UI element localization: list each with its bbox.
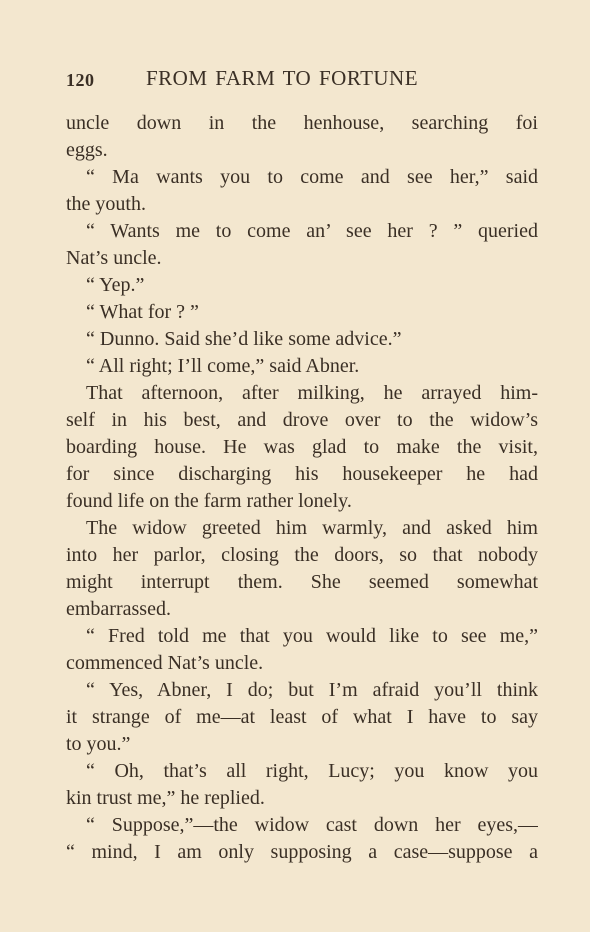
- page-number: 120: [66, 70, 95, 90]
- text-line: The widow greeted him warmly, and asked him: [86, 517, 538, 539]
- text-line: to you.”: [66, 733, 131, 755]
- text-line: “ All right; I’ll come,” said Abner.: [86, 355, 360, 377]
- text-line: commenced Nat’s uncle.: [66, 652, 264, 674]
- text-line: “ Yep.”: [86, 274, 145, 296]
- text-line: the youth.: [66, 193, 146, 215]
- text-line: might interrupt them. She seemed somewhat: [66, 571, 538, 593]
- text-line: “ Dunno. Said she’d like some advice.”: [86, 328, 402, 350]
- text-line: “ Oh, that’s all right, Lucy; you know you: [86, 760, 538, 782]
- text-line: kin trust me,” he replied.: [66, 787, 265, 809]
- text-line: “ Fred told me that you would like to see me,”: [86, 625, 538, 647]
- text-line: “ mind, I am only supposing a case—suppose a: [66, 841, 538, 863]
- text-line: boarding house. He was glad to make the visit,: [66, 436, 538, 458]
- text-line: Nat’s uncle.: [66, 247, 162, 269]
- text-line: found life on the farm rather lonely.: [66, 490, 352, 512]
- text-line: for since discharging his housekeeper he had: [66, 463, 538, 485]
- text-line: it strange of me—at least of what I have to say: [66, 706, 538, 728]
- text-line: That afternoon, after milking, he arrayed him-: [86, 382, 538, 404]
- text-line: “ Wants me to come an’ see her ? ” queried: [86, 220, 538, 242]
- text-line: uncle down in the henhouse, searching foi: [66, 112, 538, 134]
- body-text: [66, 110, 538, 866]
- text-line: into her parlor, closing the doors, so that nobody: [66, 544, 538, 566]
- running-head: FROM FARM TO FORTUNE: [146, 66, 419, 90]
- text-line: self in his best, and drove over to the widow’s: [66, 409, 538, 431]
- text-line: embarrassed.: [66, 598, 171, 620]
- text-line: eggs.: [66, 139, 108, 161]
- text-line: “ Yes, Abner, I do; but I’m afraid you’ll think: [86, 679, 538, 701]
- text-line: “ Ma wants you to come and see her,” said: [86, 166, 538, 188]
- page-header: [66, 66, 536, 96]
- text-line: “ Suppose,”—the widow cast down her eyes,—: [86, 814, 538, 836]
- text-line: “ What for ? ”: [86, 301, 199, 323]
